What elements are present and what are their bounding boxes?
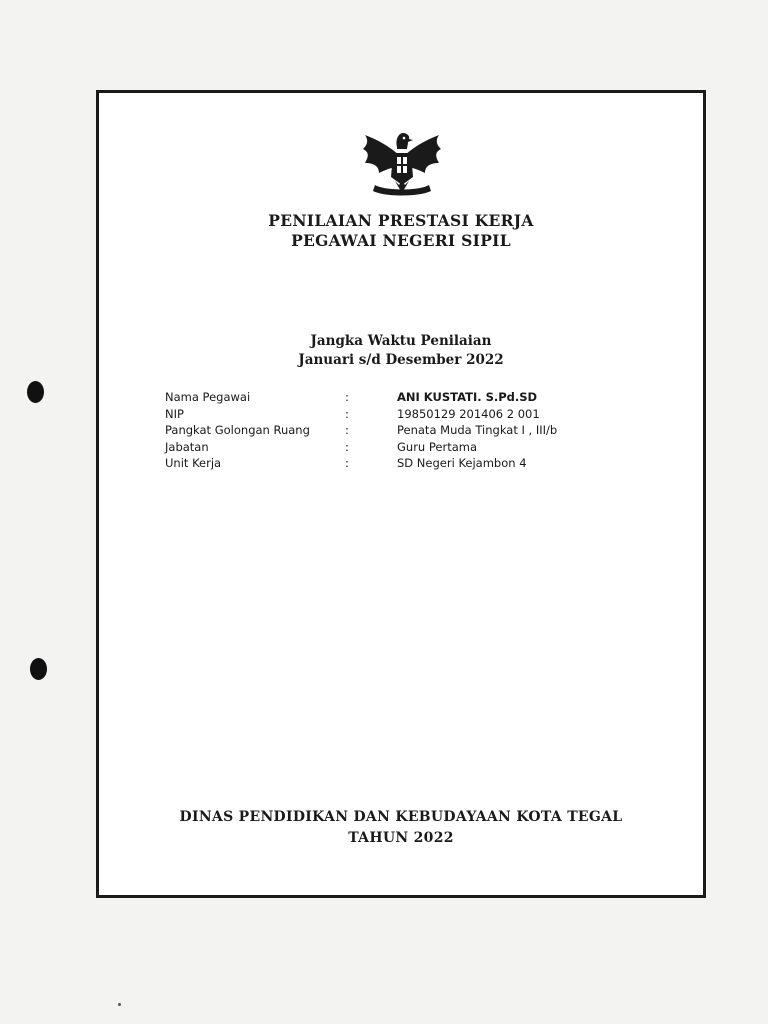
employee-info-table	[165, 389, 557, 472]
info-separator: :	[345, 390, 349, 404]
info-row-nip	[165, 406, 557, 423]
info-row-position	[165, 439, 557, 456]
info-label: Jabatan	[165, 439, 209, 454]
employee-nip: 19850129 201406 2 001	[397, 406, 540, 421]
info-label: Nama Pegawai	[165, 390, 251, 404]
employee-position: Guru Pertama	[397, 439, 478, 454]
info-row-rank	[165, 422, 557, 439]
info-row-name	[165, 389, 557, 406]
info-separator: :	[345, 423, 349, 437]
scan-speck	[118, 1003, 121, 1006]
document-title-line2: PEGAWAI NEGERI SIPIL	[291, 231, 511, 250]
info-label: NIP	[165, 406, 184, 421]
employee-unit: SD Negeri Kejambon 4	[397, 456, 527, 470]
info-label: Pangkat Golongan Ruang	[165, 423, 310, 437]
employee-name: ANI KUSTATI. S.Pd.SD	[397, 390, 538, 404]
info-row-unit	[165, 455, 557, 472]
period-label: Jangka Waktu Penilaian	[310, 333, 492, 349]
employee-rank: Penata Muda Tingkat I , III/b	[397, 423, 558, 437]
info-label: Unit Kerja	[165, 456, 222, 470]
footer-institution: DINAS PENDIDIKAN DAN KEBUDAYAAN KOTA TEGAL	[179, 809, 623, 825]
footer-year: TAHUN 2022	[348, 830, 454, 846]
garuda-emblem-icon	[357, 127, 447, 199]
info-separator: :	[345, 456, 349, 470]
document-frame	[96, 90, 706, 898]
punch-hole-bottom	[30, 658, 47, 680]
period-value: Januari s/d Desember 2022	[298, 352, 504, 368]
info-separator: :	[345, 406, 349, 421]
info-separator: :	[345, 439, 349, 454]
punch-hole-top	[27, 381, 44, 403]
document-title-line1: PENILAIAN PRESTASI KERJA	[268, 211, 534, 230]
